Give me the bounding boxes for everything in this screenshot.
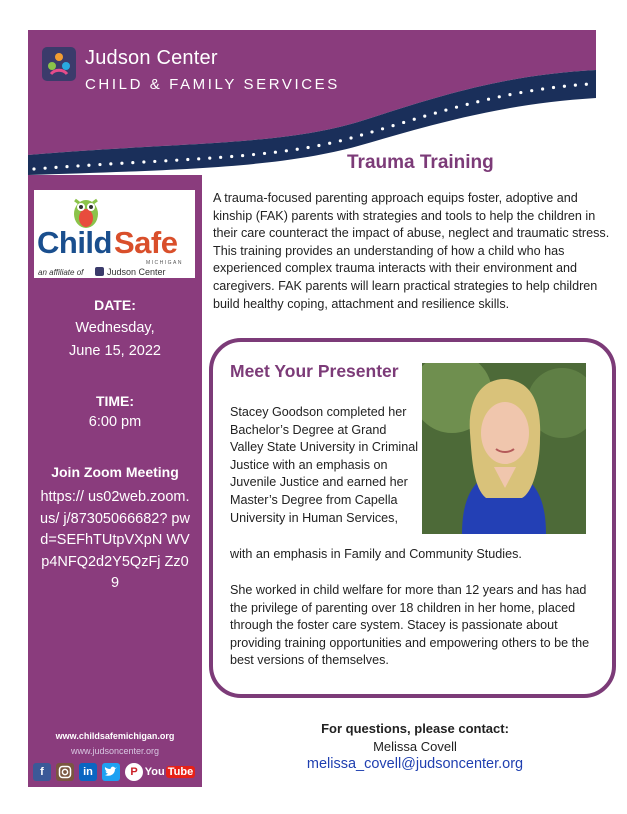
childsafe-word-safe: Safe — [114, 225, 178, 260]
twitter-icon[interactable] — [102, 763, 120, 781]
date-value: June 15, 2022 — [69, 343, 161, 359]
youtube-you-text: You — [144, 766, 165, 778]
childsafe-logo — [34, 190, 195, 278]
presenter-bio-paragraph2: She worked in child welfare for more than 12 years and has had the privilege of parenting over 18 children in her home, placed through the foster care system. Stacey is passionate about providing training opportunities and empowering others to be the best versions of themselves. — [230, 583, 590, 668]
linkedin-icon[interactable]: in — [79, 763, 97, 781]
youtube-tube-text: Tube — [167, 766, 194, 778]
brand-subtitle: CHILD & FAMILY SERVICES — [85, 76, 340, 93]
zoom-label: Join Zoom Meeting — [51, 464, 179, 480]
social-links — [33, 762, 192, 782]
presenter-bio-part1: Stacey Goodson completed her Bachelor’s Degree at Grand Valley State University in Criminal Justice with an emphasis on Juvenile Justice and earned her Master’s Degree from Capella University in Human Services, — [230, 405, 419, 525]
brand-name: Judson Center — [85, 47, 218, 69]
page-title: Trauma Training — [347, 152, 494, 173]
childsafe-word-child: Child — [37, 225, 112, 260]
presenter-photo — [422, 363, 586, 534]
youtube-icon[interactable] — [144, 763, 194, 781]
presenter-bio-part2: with an emphasis in Family and Community Studies. — [230, 547, 522, 561]
contact-email-link[interactable]: melissa_covell@judsoncenter.org — [306, 756, 524, 772]
date-label: DATE: — [94, 297, 136, 313]
judson-logo-icon — [42, 47, 76, 81]
instagram-icon[interactable] — [56, 763, 74, 781]
judson-mini-icon — [95, 267, 104, 276]
pinterest-icon[interactable]: P — [125, 763, 143, 781]
judson-website-link[interactable]: www.judsoncenter.org — [70, 746, 160, 756]
date-weekday: Wednesday, — [75, 320, 155, 336]
contact-name: Melissa Covell — [373, 739, 457, 754]
facebook-icon[interactable]: f — [33, 763, 51, 781]
affiliate-name: Judson Center — [107, 267, 166, 277]
childsafe-region: MICHIGAN — [146, 260, 183, 266]
header-banner — [28, 30, 596, 175]
affiliate-text: an affiliate of — [38, 268, 84, 277]
presenter-heading: Meet Your Presenter — [230, 361, 399, 381]
childsafe-website-link[interactable]: www.childsafemichigan.org — [55, 731, 175, 741]
contact-heading: For questions, please contact: — [321, 721, 509, 736]
time-value: 6:00 pm — [88, 414, 142, 430]
sidebar — [28, 175, 202, 787]
zoom-meeting-link[interactable]: https:// us02web.zoom.us/ j/87305066682? pwd=SEFhTUtpVXpN WVp4NFQ2d2Y5QzFj Zz09 — [40, 489, 190, 591]
intro-paragraph: A trauma-focused parenting approach equips foster, adoptive and kinship (FAK) parents with strategies and tools to help the children in their care counteract the impact of abuse, neglect and traumatic stress. This training provides an understanding of how a child who has experienced complex trauma interacts with their environment and caregivers. FAK parents will learn practical strategies to help children build healthy coping, attachment and resilience skills. — [213, 191, 610, 311]
time-label: TIME: — [95, 393, 135, 409]
